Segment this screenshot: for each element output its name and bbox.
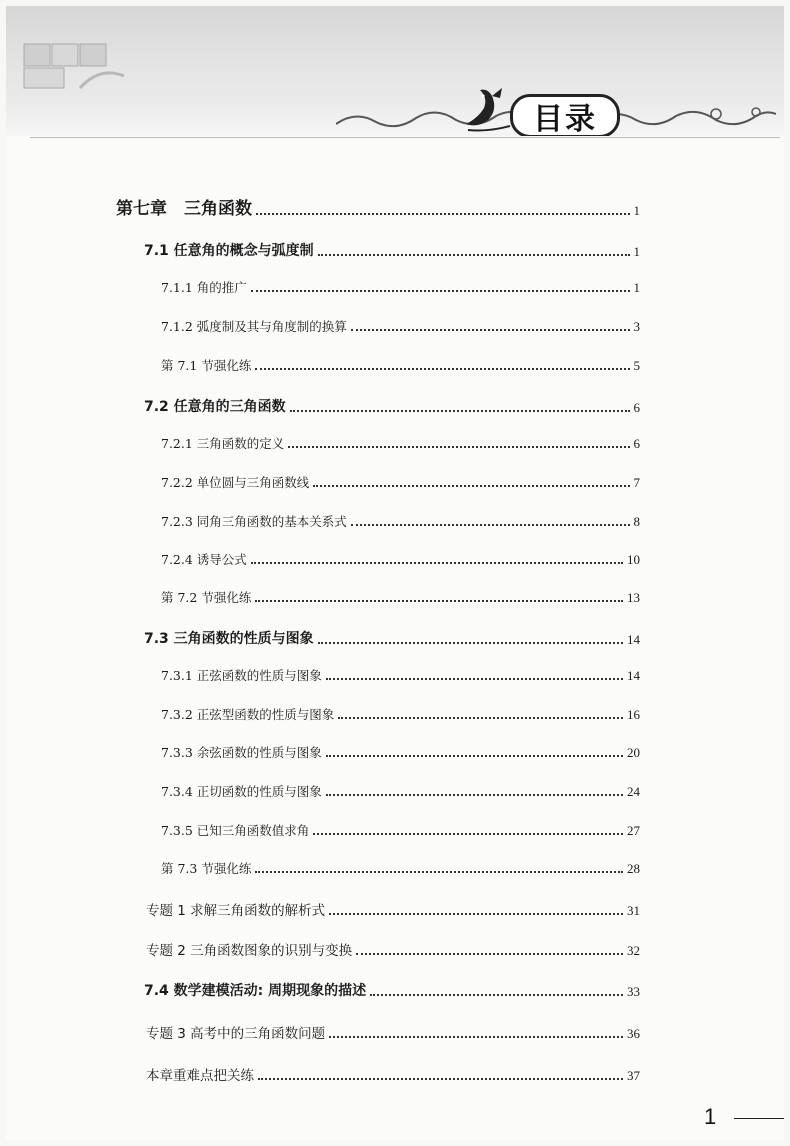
toc-entry-page: 24 — [627, 784, 640, 799]
toc-leader-dots — [326, 678, 623, 680]
toc-leader-dots — [329, 1036, 623, 1038]
toc-entry[interactable] — [144, 628, 640, 648]
toc-leader-dots — [255, 368, 629, 370]
toc-leader-dots — [318, 254, 630, 256]
toc-entry-page: 8 — [633, 514, 640, 529]
toc-entry-page: 10 — [627, 552, 640, 567]
toc-entry-page: 5 — [633, 358, 640, 373]
toc-entry-page: 14 — [627, 668, 640, 683]
toc-leader-dots — [288, 446, 629, 448]
toc-entry[interactable] — [161, 550, 640, 568]
toc-entry-title: 7.2.4 诱导公式 — [161, 552, 247, 567]
toc-entry-page: 1 — [633, 244, 640, 259]
toc-entry-page: 6 — [633, 436, 640, 451]
toc-leader-dots — [256, 213, 630, 215]
toc-entry-title: 7.3.5 已知三角函数值求角 — [161, 823, 310, 838]
toc-entry-title: 7.3.2 正弦型函数的性质与图象 — [161, 707, 335, 722]
toc-entry-title: 第 7.1 节强化练 — [161, 358, 252, 373]
toc-entry[interactable] — [161, 317, 640, 335]
toc-entry-page: 32 — [627, 943, 640, 958]
toc-entry[interactable] — [161, 705, 640, 723]
toc-entry[interactable] — [144, 240, 640, 260]
toc-leader-dots — [356, 953, 623, 955]
toc-leader-dots — [258, 1078, 623, 1080]
toc-leader-dots — [326, 794, 623, 796]
toc-entry-page: 20 — [627, 745, 640, 760]
toc-entry-page: 37 — [627, 1068, 640, 1083]
toc-leader-dots — [251, 290, 630, 292]
toc-entry[interactable] — [161, 859, 640, 877]
toc-entry[interactable] — [116, 194, 640, 219]
toc-entry[interactable] — [161, 666, 640, 684]
toc-entry-title: 本章重难点把关练 — [146, 1068, 254, 1084]
toc-entry[interactable] — [144, 980, 640, 1000]
toc-entry[interactable] — [161, 821, 640, 839]
toc-leader-dots — [326, 755, 623, 757]
toc-leader-dots — [351, 329, 630, 331]
toc-entry[interactable] — [144, 396, 640, 416]
toc-entry[interactable] — [146, 1064, 640, 1084]
toc-entry[interactable] — [161, 743, 640, 761]
toc-entry-title: 专题 3 高考中的三角函数问题 — [146, 1026, 326, 1042]
toc-entry-title: 7.2.2 单位圆与三角函数线 — [161, 475, 310, 490]
toc-entry[interactable] — [161, 512, 640, 530]
toc-entry-title: 7.4 数学建模活动: 周期现象的描述 — [144, 983, 367, 999]
toc-entry-title: 专题 1 求解三角函数的解析式 — [146, 903, 326, 919]
toc-entry-page: 1 — [633, 203, 640, 218]
toc-entry[interactable] — [146, 939, 640, 959]
toc-entry[interactable] — [161, 782, 640, 800]
toc-leader-dots — [313, 833, 623, 835]
toc-leader-dots — [351, 524, 630, 526]
toc-entry[interactable] — [161, 278, 640, 296]
toc-entry-page: 36 — [627, 1026, 640, 1041]
page-number: 1 — [704, 1104, 717, 1129]
toc-entry[interactable] — [161, 588, 640, 606]
toc-entry-title: 专题 2 三角函数图象的识别与变换 — [146, 943, 353, 959]
toc-entry-title: 7.1.1 角的推广 — [161, 280, 247, 295]
toc-entry-page: 7 — [633, 475, 640, 490]
document-page — [6, 6, 784, 1140]
toc-entry-title: 第七章 三角函数 — [116, 199, 252, 219]
toc-leader-dots — [255, 871, 623, 873]
toc-entry[interactable] — [161, 434, 640, 452]
toc-entry[interactable] — [146, 1022, 640, 1042]
toc-entry-title: 7.2.3 同角三角函数的基本关系式 — [161, 514, 347, 529]
toc-entry-page: 6 — [633, 400, 640, 415]
toc-leader-dots — [313, 485, 629, 487]
toc-entry-title: 7.2.1 三角函数的定义 — [161, 436, 285, 451]
toc-entry-title: 第 7.3 节强化练 — [161, 861, 252, 876]
page-number-rule — [734, 1118, 784, 1119]
toc-leader-dots — [318, 642, 623, 644]
page-title: 目录 — [510, 94, 620, 136]
toc-entry-page: 27 — [627, 823, 640, 838]
toc-leader-dots — [338, 717, 623, 719]
toc-entry-title: 7.3.4 正切函数的性质与图象 — [161, 784, 322, 799]
toc-entry-page: 31 — [627, 903, 640, 918]
toc-leader-dots — [290, 410, 630, 412]
toc-entry-title: 7.3.1 正弦函数的性质与图象 — [161, 668, 322, 683]
toc-leader-dots — [370, 994, 623, 996]
toc-entry-page: 1 — [633, 280, 640, 295]
toc-entry-title: 7.2 任意角的三角函数 — [144, 399, 286, 415]
toc-leader-dots — [329, 913, 623, 915]
toc-entry[interactable] — [161, 473, 640, 491]
toc-entry-page: 3 — [633, 319, 640, 334]
toc-entry[interactable] — [146, 899, 640, 919]
toc-entry-page: 16 — [627, 707, 640, 722]
toc-entry-title: 第 7.2 节强化练 — [161, 590, 252, 605]
toc-entry-title: 7.1 任意角的概念与弧度制 — [144, 243, 314, 259]
toc-entry-page: 33 — [627, 984, 640, 999]
toc-entry-page: 13 — [627, 590, 640, 605]
toc-entry-title: 7.1.2 弧度制及其与角度制的换算 — [161, 319, 347, 334]
toc-entry-title: 7.3 三角函数的性质与图象 — [144, 631, 314, 647]
toc-leader-dots — [255, 600, 623, 602]
toc-entry[interactable] — [161, 356, 640, 374]
table-of-contents — [6, 6, 784, 1140]
toc-entry-page: 28 — [627, 861, 640, 876]
toc-entry-page: 14 — [627, 632, 640, 647]
toc-leader-dots — [251, 562, 623, 564]
toc-entry-title: 7.3.3 余弦函数的性质与图象 — [161, 745, 322, 760]
